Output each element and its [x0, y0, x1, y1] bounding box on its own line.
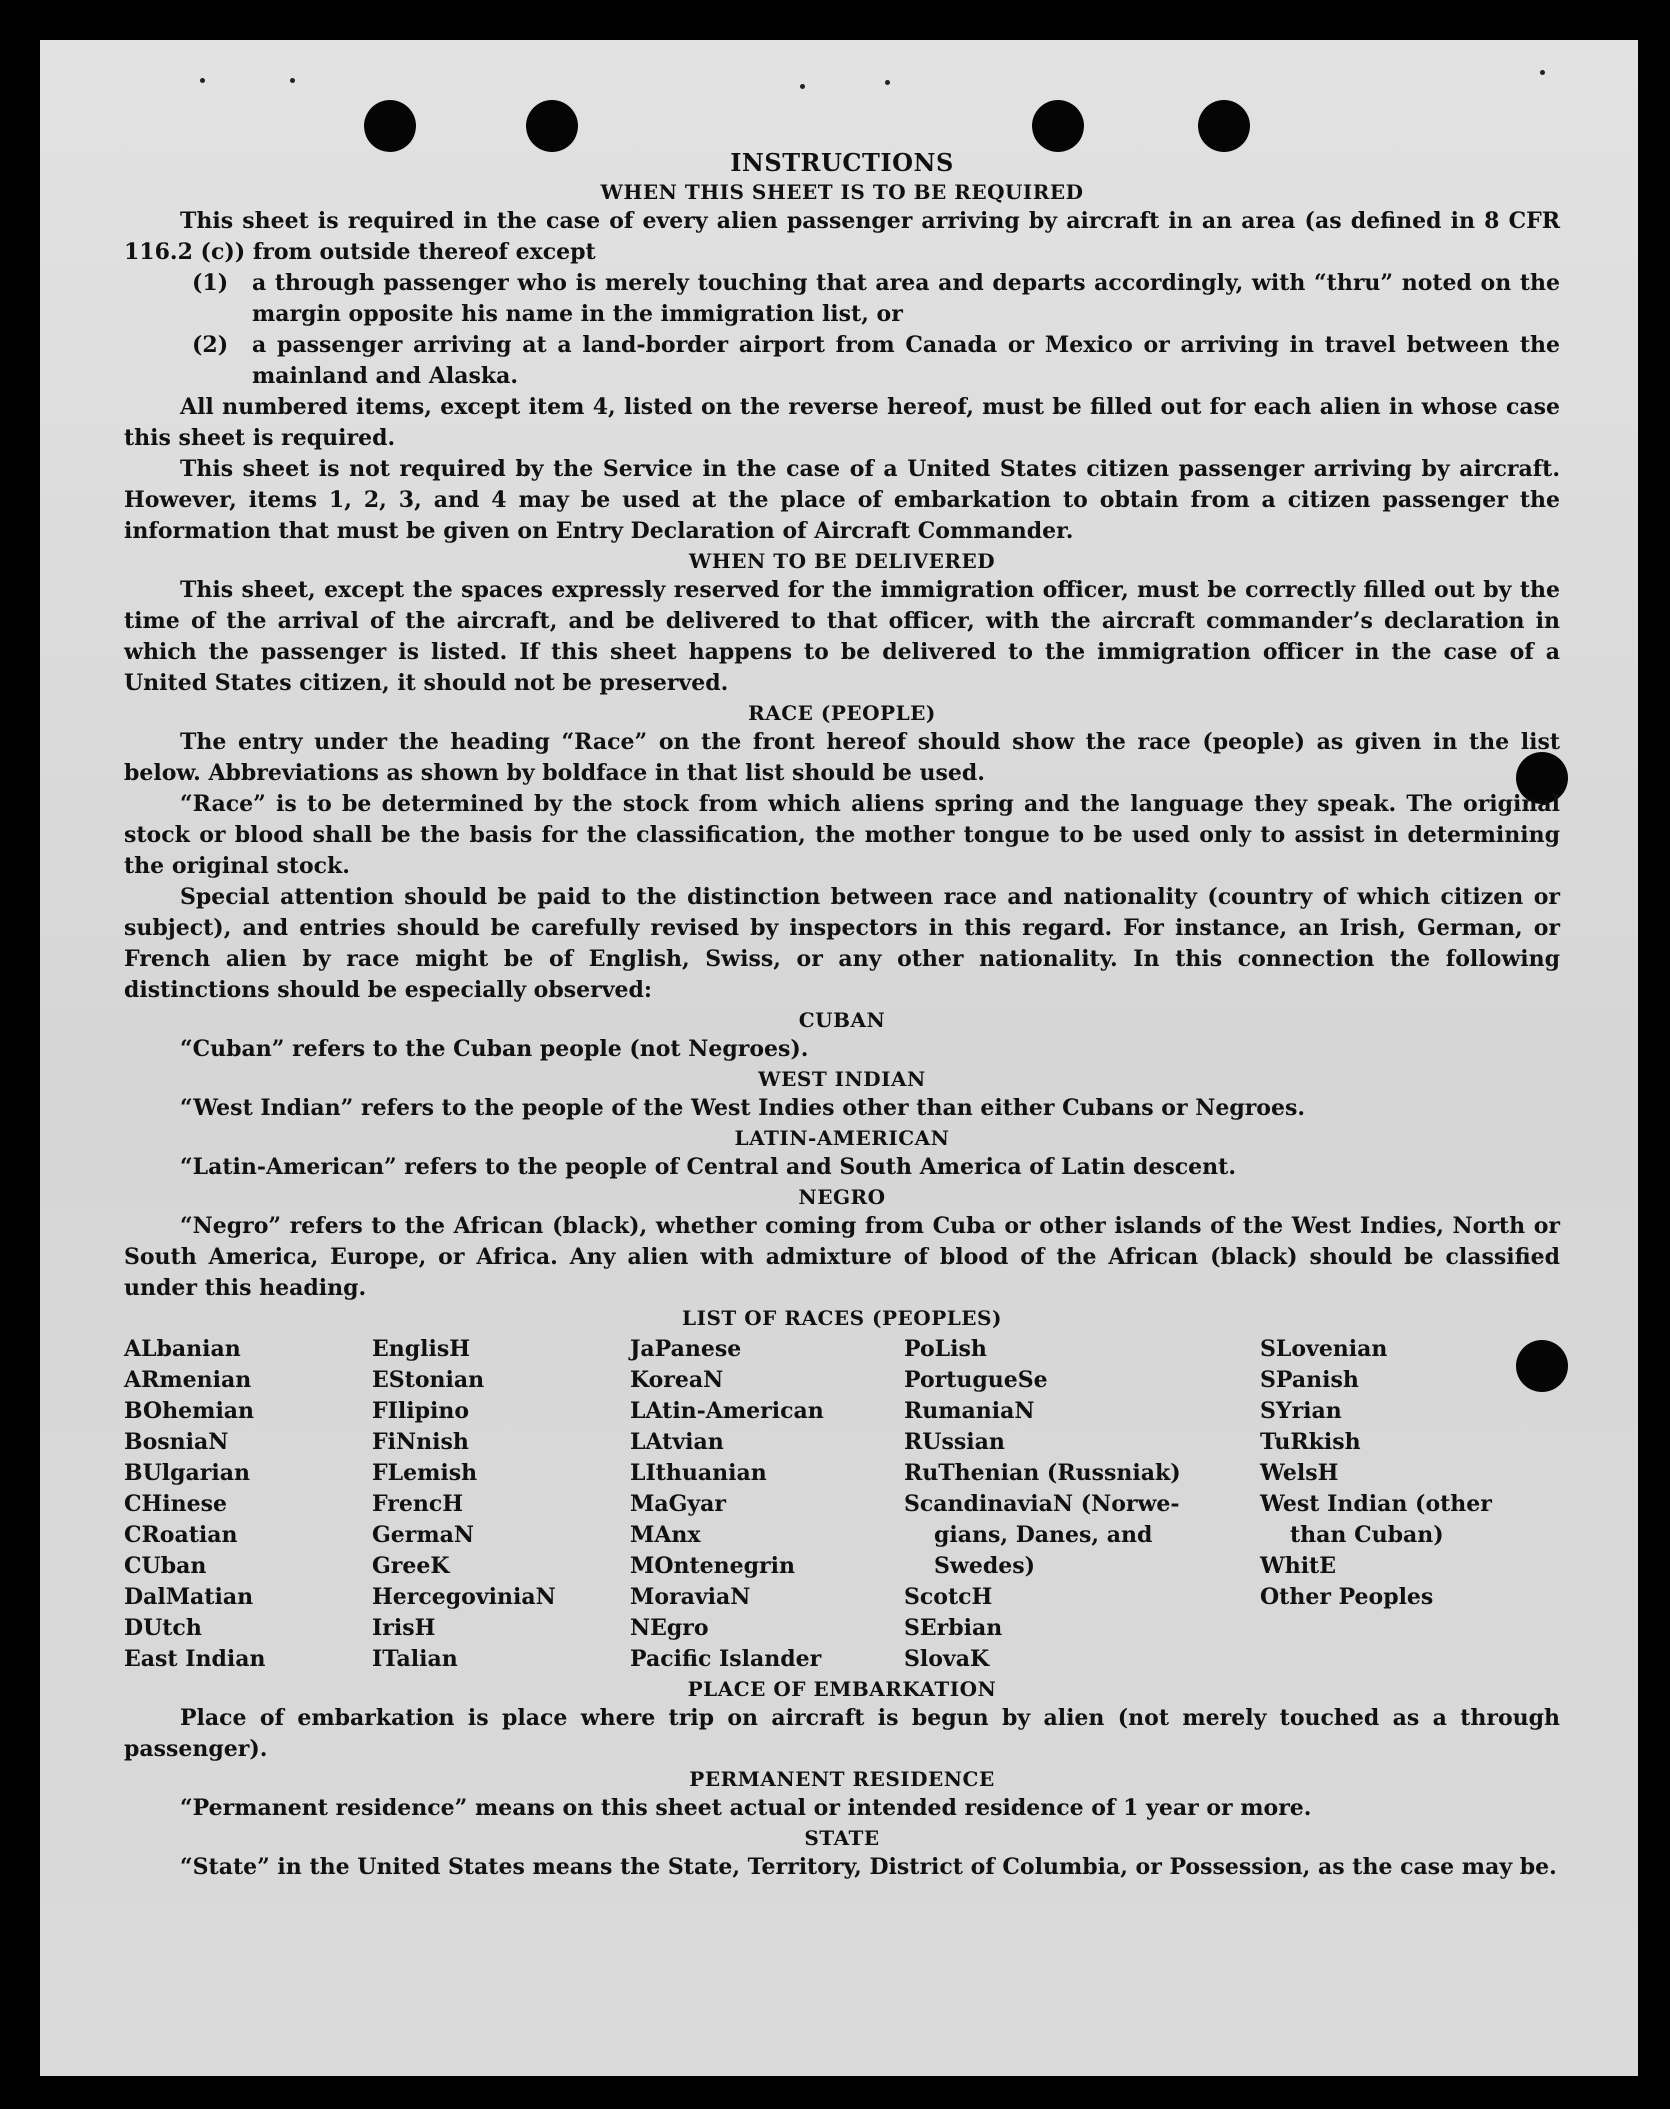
paragraph: “Latin-American” refers to the people of Central and South America of Latin descent. — [180, 1154, 1236, 1180]
race-entry: ITalian — [372, 1646, 458, 1672]
race-entry: ALbanian — [124, 1336, 241, 1362]
race-entry: SPanish — [1260, 1367, 1359, 1393]
race-entry: MoraviaN — [630, 1584, 751, 1610]
paragraph: All numbered items, except item 4, listed on the reverse hereof, must be filled out for each alien in whose case this sheet is required. — [124, 394, 1560, 451]
race-entry: RUssian — [904, 1429, 1005, 1455]
list-item — [124, 268, 1560, 330]
race-entry: PortugueSe — [904, 1367, 1048, 1393]
race-entry: LAtvian — [630, 1429, 724, 1455]
speck — [290, 78, 295, 83]
race-list — [124, 1334, 1560, 1675]
race-entry: WhitE — [1260, 1553, 1336, 1579]
paragraph: “State” in the United States means the State, Territory, District of Columbia, or Possession, as the case may be. — [180, 1854, 1557, 1880]
race-entry: CHinese — [124, 1491, 228, 1517]
item-number: (1) — [192, 270, 229, 296]
race-entry: RuThenian (Russniak) — [904, 1460, 1181, 1486]
race-entry: ARmenian — [124, 1367, 252, 1393]
race-entry: HercegoviniaN — [372, 1584, 556, 1610]
race-entry: RumaniaN — [904, 1398, 1035, 1424]
race-entry: KoreaN — [630, 1367, 724, 1393]
race-entry: FrencH — [372, 1491, 463, 1517]
race-entry: MaGyar — [630, 1491, 727, 1517]
race-entry: East Indian — [124, 1646, 266, 1672]
race-column — [1260, 1334, 1550, 1675]
race-entry: gians, Danes, and — [934, 1522, 1153, 1548]
race-entry: West Indian (other — [1260, 1491, 1492, 1517]
race-column — [904, 1334, 1260, 1675]
race-entry: CUban — [124, 1553, 207, 1579]
paragraph: This sheet is not required by the Service in the case of a United States citizen passenger arriving by aircraft. However, items 1, 2, 3, and 4 may be used at the place of embarkation to obtain from a citizen passenger the information that must be given on Entry Declaration of Aircraft Commander. — [124, 456, 1560, 544]
item-text: a passenger arriving at a land-border airport from Canada or Mexico or arriving in travel between the mainland and Alaska. — [252, 332, 1560, 389]
race-column — [372, 1334, 630, 1675]
race-entry: WelsH — [1260, 1460, 1339, 1486]
race-entry: PoLish — [904, 1336, 987, 1362]
race-entry: JaPanese — [630, 1336, 742, 1362]
race-entry: EStonian — [372, 1367, 485, 1393]
paragraph: “Negro” refers to the African (black), whether coming from Cuba or other islands of the West Indies, North or South America, Europe, or Africa. Any alien with admixture of blood of the African (black) should be classified under this heading. — [124, 1213, 1560, 1301]
race-entry: EnglisH — [372, 1336, 471, 1362]
race-entry: SYrian — [1260, 1398, 1342, 1424]
race-entry: FIlipino — [372, 1398, 470, 1424]
race-entry: Swedes) — [934, 1553, 1035, 1579]
item-number: (2) — [192, 332, 229, 358]
section-heading: LIST OF RACES (PEOPLES) — [682, 1306, 1002, 1330]
section-heading: WEST INDIAN — [758, 1067, 926, 1091]
section-heading: WHEN TO BE DELIVERED — [688, 549, 996, 573]
section-heading: PERMANENT RESIDENCE — [689, 1767, 995, 1791]
document-page — [40, 40, 1638, 2076]
item-text: a through passenger who is merely touching that area and departs accordingly, with “thru” noted on the margin opposite his name in the immigration list, or — [252, 270, 1560, 327]
speck — [800, 84, 805, 89]
race-entry: SLovenian — [1260, 1336, 1388, 1362]
race-entry: SErbian — [904, 1615, 1003, 1641]
paragraph: “West Indian” refers to the people of the West Indies other than either Cubans or Negroes. — [180, 1095, 1306, 1121]
section-heading: STATE — [804, 1826, 880, 1850]
section-heading: WHEN THIS SHEET IS TO BE REQUIRED — [600, 180, 1084, 204]
paragraph: “Cuban” refers to the Cuban people (not Negroes). — [180, 1036, 809, 1062]
list-item — [124, 330, 1560, 392]
race-entry: NEgro — [630, 1615, 709, 1641]
paragraph: Place of embarkation is place where trip on aircraft is begun by alien (not merely touched as a through passenger). — [124, 1705, 1560, 1762]
race-entry: TuRkish — [1260, 1429, 1361, 1455]
race-entry: CRoatian — [124, 1522, 238, 1548]
race-entry: Other Peoples — [1260, 1584, 1434, 1610]
race-entry: LAtin-American — [630, 1398, 824, 1424]
speck — [1540, 70, 1545, 75]
paragraph: This sheet, except the spaces expressly reserved for the immigration officer, must be correctly filled out by the time of the arrival of the aircraft, and be delivered to that officer, with the aircraft commander’s declaration in which the passenger is listed. If this sheet happens to be delivered to the immigration officer in the case of a United States citizen, it should not be preserved. — [124, 577, 1560, 696]
punch-hole — [1032, 100, 1084, 152]
paragraph: Special attention should be paid to the distinction between race and nationality (country of which citizen or subject), and entries should be carefully revised by inspectors in this regard. For instance, an Irish, German, or French alien by race might be of English, Swiss, or any other nationality. In this connection the following distinctions should be especially observed: — [124, 884, 1560, 1003]
race-entry: SlovaK — [904, 1646, 990, 1672]
race-entry: FiNnish — [372, 1429, 469, 1455]
race-column — [124, 1334, 372, 1675]
paragraph: The entry under the heading “Race” on the front hereof should show the race (people) as given in the list below. Abbreviations as shown by boldface in that list should be used. — [124, 729, 1560, 786]
punch-hole — [1198, 100, 1250, 152]
race-entry: BOhemian — [124, 1398, 255, 1424]
race-column — [630, 1334, 904, 1675]
race-entry: ScotcH — [904, 1584, 993, 1610]
race-entry: MOntenegrin — [630, 1553, 795, 1579]
race-entry: than Cuban) — [1290, 1522, 1444, 1548]
paragraph: This sheet is required in the case of every alien passenger arriving by aircraft in an area (as defined in 8 CFR 116.2 (c)) from outside thereof except — [124, 208, 1560, 265]
section-heading: CUBAN — [798, 1008, 886, 1032]
section-heading: RACE (PEOPLE) — [748, 701, 936, 725]
paragraph: “Race” is to be determined by the stock from which aliens spring and the language they speak. The original stock or blood shall be the basis for the classification, the mother tongue to be used only to assist in determining the original stock. — [124, 791, 1560, 879]
race-entry: ScandinaviaN (Norwe- — [904, 1491, 1180, 1517]
race-entry: BosniaN — [124, 1429, 229, 1455]
punch-hole — [364, 100, 416, 152]
race-entry: DUtch — [124, 1615, 202, 1641]
paragraph: “Permanent residence” means on this sheet actual or intended residence of 1 year or more. — [180, 1795, 1312, 1821]
speck — [885, 80, 890, 85]
race-entry: IrisH — [372, 1615, 436, 1641]
race-entry: DalMatian — [124, 1584, 254, 1610]
instructions-content — [124, 148, 1560, 1883]
section-heading: LATIN-AMERICAN — [734, 1126, 950, 1150]
race-entry: GreeK — [372, 1553, 450, 1579]
punch-hole — [526, 100, 578, 152]
section-heading: PLACE OF EMBARKATION — [687, 1677, 997, 1701]
speck — [200, 78, 205, 83]
race-entry: Pacific Islander — [630, 1646, 822, 1672]
page-title: INSTRUCTIONS — [730, 148, 954, 177]
race-entry: GermaN — [372, 1522, 475, 1548]
race-entry: LIthuanian — [630, 1460, 767, 1486]
race-entry: MAnx — [630, 1522, 701, 1548]
race-entry: BUlgarian — [124, 1460, 250, 1486]
race-entry: FLemish — [372, 1460, 478, 1486]
section-heading: NEGRO — [798, 1185, 886, 1209]
